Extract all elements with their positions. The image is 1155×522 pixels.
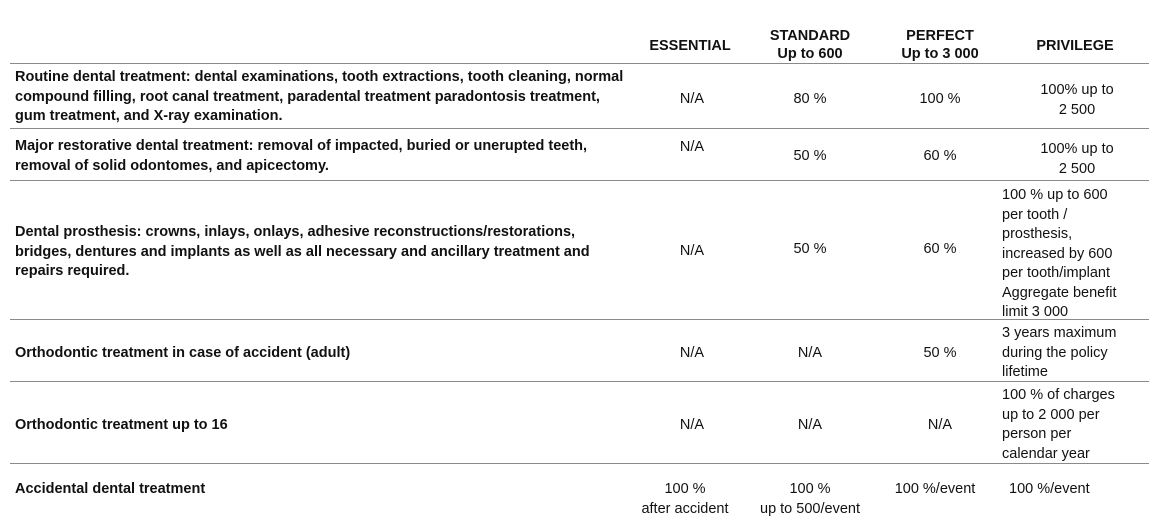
- row-prosthesis-essential: N/A: [679, 243, 705, 259]
- row-ortho-16-description: Orthodontic treatment up to 16: [15, 417, 228, 433]
- header-perfect-sub: Up to 3 000: [901, 46, 979, 62]
- row-routine-description: Routine dental treatment: dental examinations, tooth extractions, tooth cleaning, normal compound filling, root canal treatment, paradental treatment paradontosis treatment, gum treatment, and X-ray examination.: [15, 69, 624, 124]
- row-ortho-accident-standard: N/A: [797, 345, 823, 361]
- header-perfect: [875, 27, 1005, 63]
- row-ortho-16-standard: N/A: [797, 417, 823, 433]
- privilege-line: limit 3 000: [1002, 304, 1069, 320]
- privilege-line: during the policy: [1002, 344, 1108, 361]
- row-ortho-16-essential: N/A: [679, 417, 705, 433]
- divider: [10, 463, 1149, 464]
- row-routine-perfect: 100 %: [919, 91, 961, 107]
- row-routine-essential: N/A: [679, 91, 705, 107]
- header-standard-sub: Up to 600: [777, 46, 843, 62]
- privilege-line: 100% up to: [1040, 82, 1114, 98]
- divider: [10, 128, 1149, 129]
- privilege-line: 3 years maximum: [1002, 325, 1117, 341]
- divider: [10, 381, 1149, 382]
- row-prosthesis-standard: 50 %: [793, 241, 827, 257]
- row-routine-standard: 80 %: [793, 91, 827, 107]
- privilege-line: prosthesis,: [1002, 226, 1073, 242]
- privilege-line: Aggregate benefit: [1002, 284, 1117, 301]
- privilege-line: per tooth /: [1002, 206, 1068, 223]
- row-ortho-accident-perfect: 50 %: [923, 345, 957, 361]
- essential-line: 100 %: [664, 481, 706, 497]
- header-standard: [745, 27, 875, 63]
- divider: [10, 180, 1149, 181]
- header-privilege: PRIVILEGE: [1036, 38, 1114, 54]
- row-ortho-accident-privilege: [1002, 324, 1152, 383]
- row-accidental-standard: [742, 480, 878, 519]
- row-prosthesis-description: Dental prosthesis: crowns, inlays, onlays, adhesive reconstructions/restorations, bridges, dentures and implants as well as all necessary and ancillary treatment and repairs required.: [15, 224, 590, 279]
- header-standard-title: STANDARD: [769, 28, 851, 44]
- row-ortho-accident-description: Orthodontic treatment in case of accident (adult): [15, 345, 351, 361]
- row-ortho-accident-essential: N/A: [679, 345, 705, 361]
- privilege-line: 100 % of charges: [1002, 387, 1115, 403]
- row-routine-privilege: [1002, 81, 1152, 120]
- header-essential: ESSENTIAL: [649, 38, 731, 54]
- divider: [10, 319, 1149, 320]
- row-ortho-16-privilege: [1002, 386, 1152, 464]
- privilege-line: lifetime: [1002, 364, 1048, 380]
- privilege-line: calendar year: [1002, 445, 1090, 462]
- row-major-standard: 50 %: [793, 148, 827, 164]
- row-accidental-description: Accidental dental treatment: [15, 481, 206, 497]
- standard-line: up to 500/event: [760, 500, 860, 517]
- privilege-line: 100 % up to 600: [1002, 187, 1108, 203]
- row-accidental-privilege: [1009, 480, 1149, 500]
- privilege-line: increased by 600: [1002, 245, 1113, 262]
- row-major-description: Major restorative dental treatment: removal of impacted, buried or unerupted teeth, removal of solid odontomes, and apicectomy.: [15, 138, 588, 174]
- privilege-line: 100% up to: [1040, 141, 1114, 157]
- header-perfect-title: PERFECT: [906, 28, 974, 44]
- privilege-line: 100 %/event: [1009, 481, 1090, 497]
- essential-line: after accident: [641, 500, 729, 517]
- standard-line: 100 %: [789, 481, 831, 497]
- row-major-essential: N/A: [679, 139, 705, 155]
- divider: [10, 63, 1149, 64]
- row-accidental-essential: [620, 480, 750, 519]
- privilege-line: up to 2 000 per: [1002, 406, 1100, 423]
- privilege-line: 2 500: [1058, 160, 1096, 177]
- row-major-perfect: 60 %: [923, 148, 957, 164]
- privilege-line: person per: [1002, 426, 1072, 442]
- row-major-privilege: [1002, 140, 1152, 179]
- row-prosthesis-perfect: 60 %: [923, 241, 957, 257]
- privilege-line: 2 500: [1058, 101, 1096, 118]
- row-ortho-16-perfect: N/A: [927, 417, 953, 433]
- row-accidental-perfect: 100 %/event: [894, 481, 976, 497]
- privilege-line: per tooth/implant: [1002, 265, 1111, 281]
- row-prosthesis-privilege: [1002, 186, 1152, 323]
